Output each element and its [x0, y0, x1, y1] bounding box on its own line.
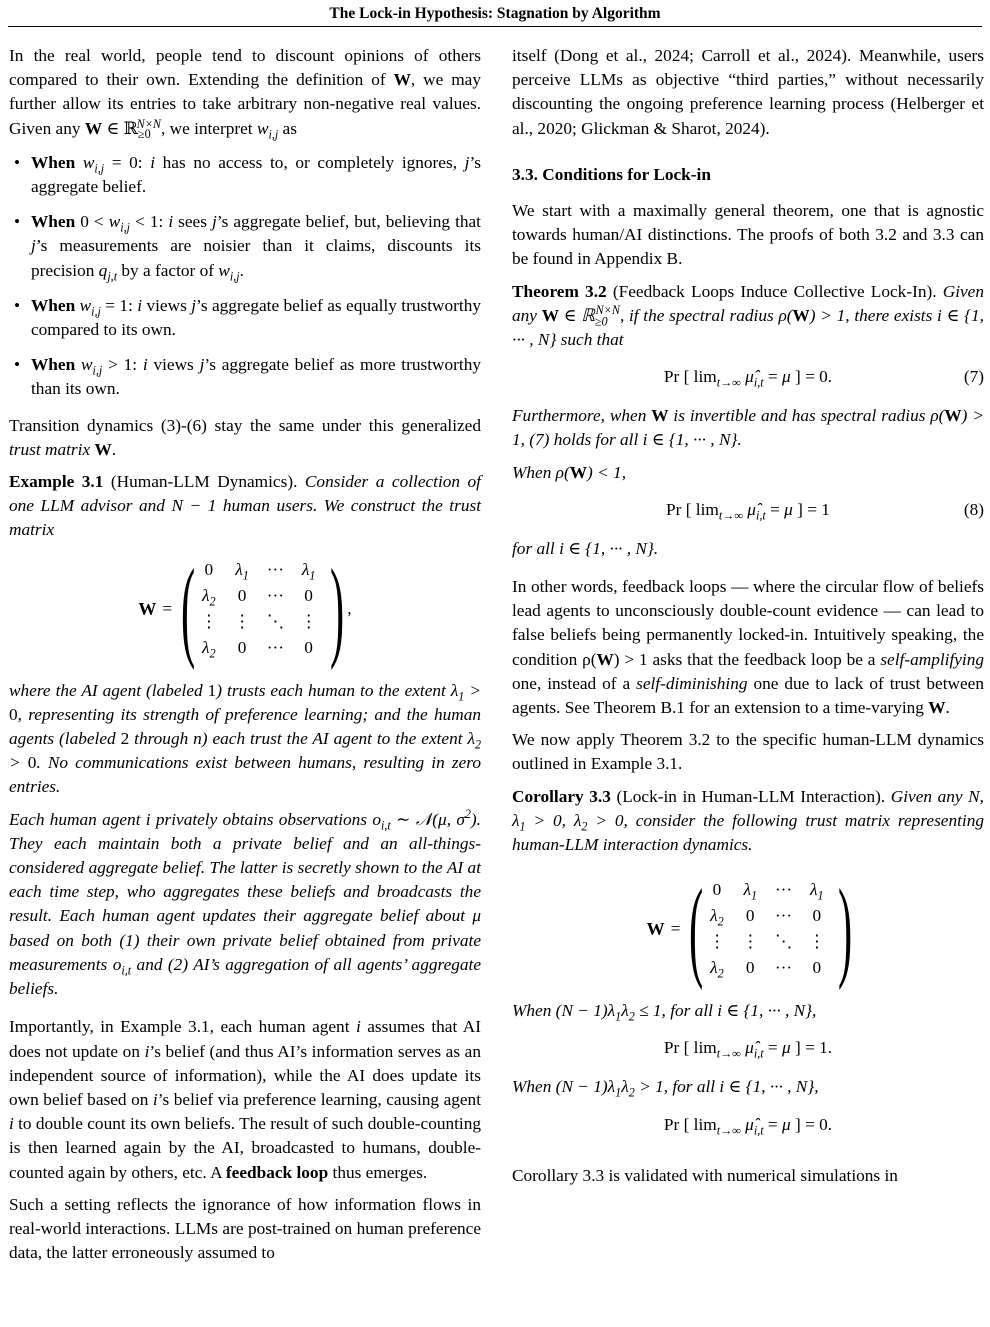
case-greater: • When $w_{i,j} > 1$: i views j’s aggregate belief as more trustworthy than its own. — [9, 353, 481, 401]
running-header: The Lock-in Hypothesis: Stagnation by Algorithm — [8, 4, 982, 27]
example-observations: Each human agent i privately obtains observations $o_{i,t}$ ∼ 𝒩(μ, $\sigma^2$). They each maintain both a private belief and an all-things-considered aggregate belief. The latter is secretly shown to the AI at each time step, who aggregates these beliefs and broadcasts the result. Each human agent updates their aggregate belief about μ based on both (1) their own private belief obtained from private measurements $o_{i,t}$ and (2) AI’s aggregation of all agents’ aggregate beliefs. — [9, 806, 481, 999]
transition-paragraph: Transition dynamics (3)-(6) stay the same under this generalized trust matrix W. — [9, 415, 481, 459]
case-between: • When $0 < w_{i,j} < 1$: i sees j’s aggregate belief, but, believing that j’s measurements are noisier than it claims, discounts its precision $q_{j,t}$ by a factor of $w_{i,j}$. — [9, 210, 481, 283]
trust-matrix-example: W = ( 0 $\lambda_1$ ··· $\lambda_1$ $\lambda_2$ 0 ··· 0 ⋮ ⋮ ⋱ ⋮ $\lambda_2$ 0 ··· 0 ) , — [138, 546, 352, 671]
corollary-3-3: Corollary 3.3 (Lock-in in Human-LLM Interaction). Given any N, $\lambda_1 > 0$, $\lambda_2 > 0$, consider the following trust matrix representing human-LLM interaction dynamics. — [512, 786, 984, 855]
start-paragraph: We start with a maximally general theorem, one that is agnostic towards human/AI distinctions. The proofs of both 3.2 and 3.3 can be found in Appendix B. — [512, 201, 984, 269]
case-zero: • When $w_{i,j} = 0$: i has no access to, or completely ignores, j’s aggregate belief. — [9, 151, 481, 199]
left-column — [9, 44, 481, 1273]
when-less-than: When ρ(W) < 1, — [512, 462, 627, 482]
trust-matrix-corollary: W = ( 0 $\lambda_1$ ··· $\lambda_1$ $\lambda_2$ 0 ··· 0 ⋮ ⋮ ⋱ ⋮ $\lambda_2$ 0 ··· 0 ) — [646, 867, 853, 992]
when-gt-one: When $(N - 1)\lambda_1\lambda_2 > 1$, for all i ∈ {1, ··· , N}, — [512, 1077, 819, 1100]
equation-7: Pr [ $\lim_{t\to\infty}$ $\mû_{i,t} = \mu$ ] = 0. (7) — [663, 367, 984, 390]
continued-paragraph: itself (Dong et al., 2024; Carroll et al., 2024). Meanwhile, users perceive LLMs as objective “third parties,” without necessarily discounting the ongoing preference learning process (Helberger et al., 2020; Glickman & Sharot, 2024). — [512, 46, 984, 138]
equation-le: Pr [ $\lim_{t\to\infty}$ $\mû_{i,t} = \mu$ ] = 1. — [663, 1038, 833, 1061]
equation-gt: Pr [ $\lim_{t\to\infty}$ $\mû_{i,t} = \mu$ ] = 0. — [663, 1114, 833, 1138]
for-all-text: for all i ∈ {1, ··· , N}. — [512, 538, 659, 558]
right-column — [512, 44, 984, 1196]
example-explanation: where the AI agent (labeled 1) trusts each human to the extent $\lambda_1 > 0$, representing its strength of preference learning; and the human agents (labeled 2 through n) each trust the AI agent to the extent $\lambda_2 > 0$. No communications exist between humans, resulting in zero entries. — [9, 680, 482, 797]
theorem-3-2: Theorem 3.2 (Feedback Loops Induce Collective Lock-In). Given any W ∈ ℝ$_{\ge 0}^{N\times N}$, if the spectral radius ρ(W) > 1, there exists i ∈ {1, ··· , N} such that — [512, 281, 984, 350]
such-paragraph: Such a setting reflects the ignorance of how information flows in real-world interactions. LLMs are post-trained on human preference data, the latter erroneously assumed to — [9, 1194, 481, 1263]
validated-paragraph: Corollary 3.3 is validated with numerical simulations in — [512, 1165, 898, 1185]
importantly-paragraph: Importantly, in Example 3.1, each human agent i assumes that AI does not update on i’s belief (and thus AI’s information serves as an independent source of information), while the AI does update its own belief based on i’s belief via preference learning, causing agent i to double count its own beliefs. The result of such double-counting is then learned again by the AI, broadcasted to humans, double-counted again by others, etc. A feedback loop thus emerges. — [9, 1017, 482, 1182]
apply-paragraph: We now apply Theorem 3.2 to the specific human-LLM dynamics outlined in Example 3.1. — [512, 730, 984, 774]
trust-cases-list — [9, 151, 481, 402]
furthermore-paragraph: Furthermore, when W is invertible and has spectral radius ρ(W) > 1, (7) holds for all i ∈ {1, ··· , N}. — [512, 406, 984, 450]
case-one: • When $w_{i,j} = 1$: i views j’s aggregate belief as equally trustworthy compared to its own. — [9, 294, 481, 342]
when-le-one: When $(N - 1)\lambda_1\lambda_2 \le 1$, for all i ∈ {1, ··· , N}, — [512, 1001, 817, 1024]
intro-paragraph: In the real world, people tend to discount opinions of others compared to their own. Extending the definition of W, we may further allow its entries to take arbitrary non-negative real values. Given any W ∈ ℝ$_{\ge 0}^{N\times N}$, we interpret $w_{i,j}$ as — [9, 46, 481, 142]
section-heading: 3.3. Conditions for Lock-in — [512, 164, 711, 184]
example-3-1: Example 3.1 (Human-LLM Dynamics). Consider a collection of one LLM advisor and N − 1 human users. We construct the trust matrix — [9, 472, 481, 540]
other-words-paragraph: In other words, feedback loops — where the circular flow of beliefs lead agents to unconsciously double-count evidence — can lead to false beliefs being permanently locked-in. Intuitively speaking, the condition ρ(W) > 1 asks that the feedback loop be a self-amplifying one, instead of a self-diminishing one due to lack of trust between agents. See Theorem B.1 for an extension to a time-varying W. — [512, 577, 984, 718]
equation-8: Pr [ $\lim_{t\to\infty}$ $\mû_{i,t} = \mu$ ] = 1 (8) — [666, 499, 984, 523]
